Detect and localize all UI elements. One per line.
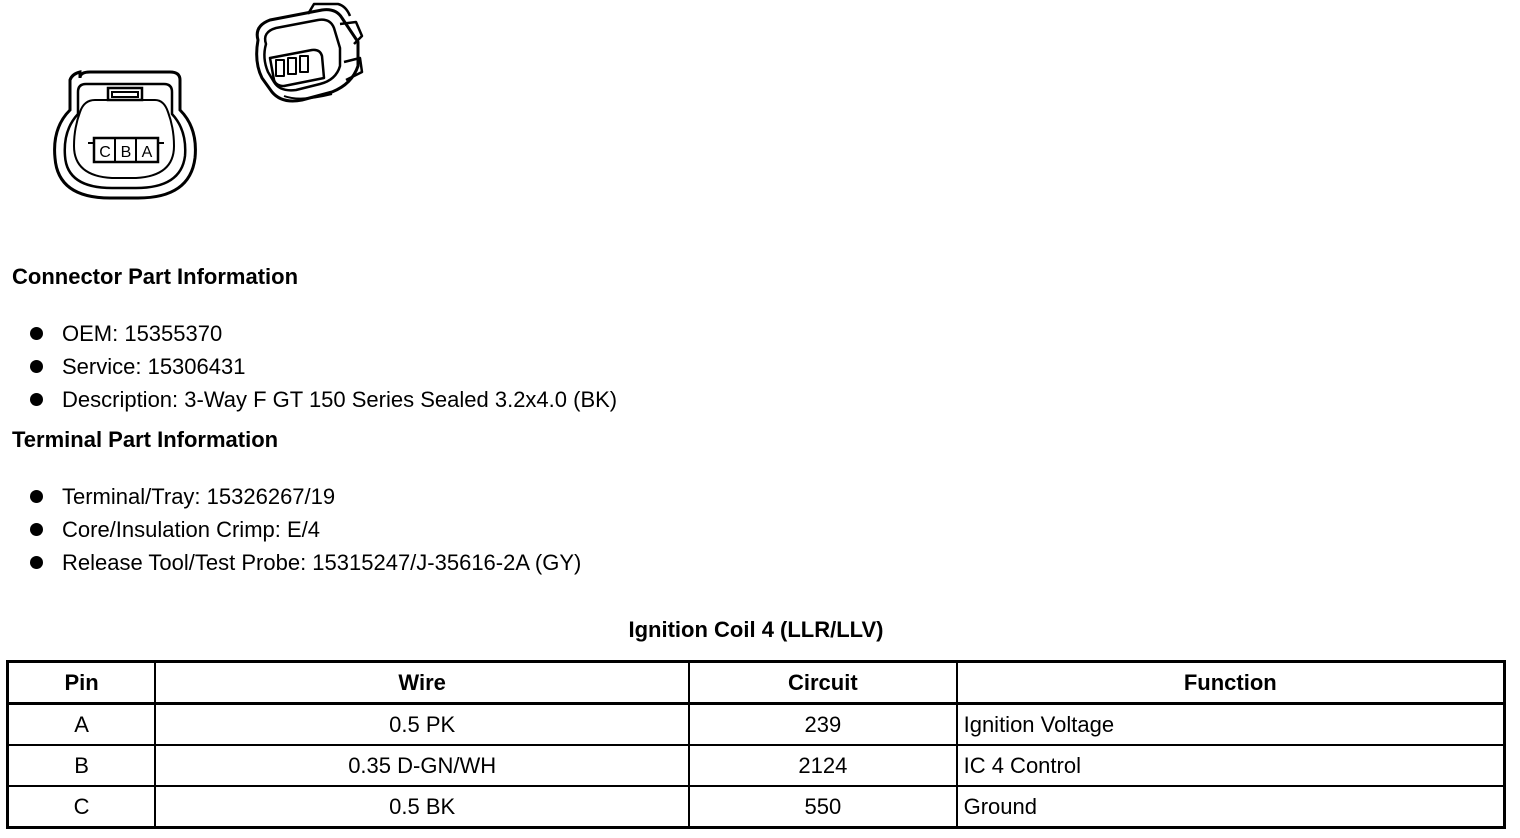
connector-description: Description: 3-Way F GT 150 Series Sealed 3.2x4.0 (BK) [62,387,618,412]
cell-function: Ignition Voltage [957,704,1505,746]
bullet-icon [30,523,43,536]
cell-circuit: 239 [689,704,957,746]
table-row [8,704,1505,746]
cell-wire: 0.35 D-GN/WH [155,745,689,786]
pin-label-b: B [120,144,132,161]
bullet-icon [30,360,43,373]
pin-label-c: C [99,144,111,161]
list-item [28,350,617,383]
header-pin: Pin [8,662,156,704]
table-header-row [8,662,1505,704]
bullet-icon [30,327,43,340]
cell-circuit: 550 [689,786,957,828]
cell-pin: B [8,745,156,786]
cell-pin: A [8,704,156,746]
cell-wire: 0.5 PK [155,704,689,746]
terminal-tray: Terminal/Tray: 15326267/19 [62,484,336,509]
list-item [28,383,617,416]
list-item [28,546,581,579]
connector-face-view [55,72,196,198]
header-wire: Wire [155,662,689,704]
release-tool-test-probe: Release Tool/Test Probe: 15315247/J-35616-2A (GY) [62,550,582,575]
bullet-icon [30,556,43,569]
pin-table-caption: Ignition Coil 4 (LLR/LLV) [628,617,884,642]
connector-service: Service: 15306431 [62,354,246,379]
connector-oem: OEM: 15355370 [62,321,223,346]
connector-isometric-view [257,4,362,101]
table-row [8,786,1505,828]
list-item [28,513,581,546]
pin-label-a: A [141,144,153,161]
table-row [8,745,1505,786]
cell-wire: 0.5 BK [155,786,689,828]
terminal-part-info-heading: Terminal Part Information [12,427,279,452]
cell-pin: C [8,786,156,828]
cell-circuit: 2124 [689,745,957,786]
header-function: Function [957,662,1505,704]
connector-part-info-heading: Connector Part Information [12,264,299,289]
connector-illustration [40,0,380,210]
list-item [28,480,581,513]
list-item [28,317,617,350]
cell-function: IC 4 Control [957,745,1505,786]
core-insulation-crimp: Core/Insulation Crimp: E/4 [62,517,320,542]
pin-table [6,660,1506,829]
connector-part-info-list [28,317,617,416]
terminal-part-info-list [28,480,581,579]
bullet-icon [30,393,43,406]
cell-function: Ground [957,786,1505,828]
bullet-icon [30,490,43,503]
header-circuit: Circuit [689,662,957,704]
